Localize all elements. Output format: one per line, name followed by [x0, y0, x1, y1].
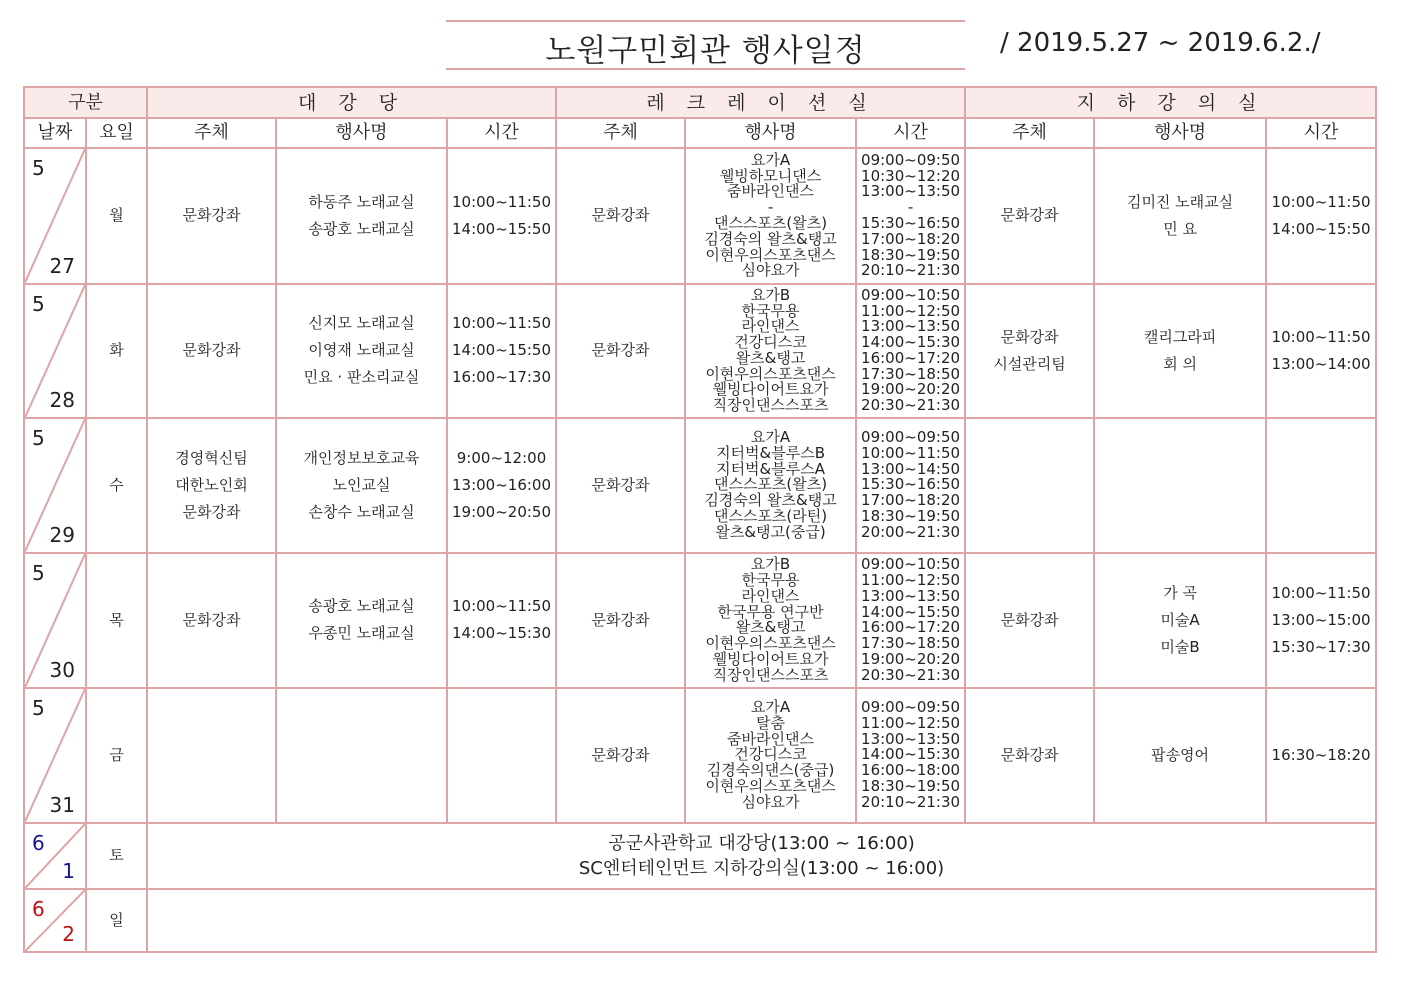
recreation-room-host [556, 688, 685, 822]
auditorium-times [447, 553, 556, 688]
auditorium-times [447, 418, 556, 552]
recreation-room-times-line: 10:30~12:20 [861, 166, 961, 185]
auditorium-times [447, 148, 556, 283]
basement-room-times [1266, 148, 1376, 283]
auditorium-events [276, 688, 447, 822]
auditorium-host-line: 대한노인회 [175, 475, 248, 494]
recreation-room-times-line: 17:00~18:20 [861, 491, 961, 510]
date-day: 31 [49, 792, 75, 817]
date-cell [24, 823, 86, 889]
basement-room-host [965, 284, 1094, 418]
date-day: 27 [49, 253, 75, 278]
recreation-room-times-line: 17:30~18:50 [861, 634, 961, 653]
header-recreation-room: 레 크 레 이 션 실 [556, 87, 965, 118]
basement-room-times-line: 14:00~15:50 [1271, 219, 1371, 238]
auditorium-events-line: 손창수 노래교실 [308, 502, 415, 521]
date-cell [24, 553, 86, 688]
recreation-room-times-line: 16:00~17:20 [861, 618, 961, 637]
recreation-room-times-line: 16:00~18:00 [861, 761, 961, 780]
auditorium-times-line: 16:00~17:30 [452, 368, 552, 387]
recreation-room-host-line: 문화강좌 [591, 475, 650, 494]
recreation-room-events-line: 직장인댄스스포츠 [712, 396, 829, 415]
basement-room-times-line: 10:00~11:50 [1271, 583, 1371, 602]
date-month: 6 [32, 896, 45, 921]
auditorium-times-line: 10:00~11:50 [452, 192, 552, 211]
basement-room-events [1094, 148, 1266, 283]
weekend-notice-line: SC엔터테인먼트 지하강의실(13:00 ~ 16:00) [578, 857, 945, 879]
basement-room-host-line: 문화강좌 [1000, 327, 1059, 346]
recreation-room-times-line: 14:00~15:50 [861, 602, 961, 621]
recreation-room-host [556, 553, 685, 688]
recreation-room-events-line: 건강디스코 [734, 333, 807, 352]
auditorium-host [147, 688, 276, 822]
auditorium-host-line: 경영혁신팀 [175, 448, 248, 467]
day-row [24, 688, 1376, 822]
auditorium-host [147, 148, 276, 283]
auditorium-times-line: 19:00~20:50 [452, 502, 552, 521]
auditorium-events [276, 418, 447, 552]
recreation-room-times-line: 20:00~21:30 [861, 522, 961, 541]
basement-room-host [965, 688, 1094, 822]
header-row-fields [24, 118, 1376, 148]
recreation-room-times-line: 15:30~16:50 [861, 475, 961, 494]
header-row-halls [24, 87, 1376, 118]
recreation-room-events-line: 라인댄스 [741, 586, 800, 605]
basement-room-host-line: 문화강좌 [1000, 745, 1059, 764]
auditorium-events [276, 148, 447, 283]
recreation-room-times-line: 14:00~15:30 [861, 745, 961, 764]
basement-room-host [965, 553, 1094, 688]
weekday-cell: 화 [86, 284, 147, 418]
date-day: 30 [49, 658, 75, 683]
recreation-room-times-line: 18:30~19:50 [861, 776, 961, 795]
recreation-room-host [556, 284, 685, 418]
basement-room-events-line: 회 의 [1163, 354, 1197, 373]
recreation-room-times-line: 19:00~20:20 [861, 649, 961, 668]
basement-room-times [1266, 553, 1376, 688]
recreation-room-times-line: 13:00~14:50 [861, 459, 961, 478]
date-month: 5 [32, 291, 45, 316]
recreation-room-events [685, 688, 856, 822]
date-cell [24, 418, 86, 552]
recreation-room-events-line: 왈츠&탱고(중급) [715, 522, 826, 541]
auditorium-times [447, 688, 556, 822]
date-month: 5 [32, 560, 45, 585]
day-row [24, 418, 1376, 552]
recreation-room-events [685, 418, 856, 552]
date-cell [24, 148, 86, 283]
recreation-room-events-line: 왈츠&탱고 [735, 348, 806, 367]
recreation-room-events-line: 지터벅&블루스B [716, 443, 825, 462]
recreation-room-events [685, 284, 856, 418]
basement-room-events-line: 미술A [1160, 610, 1200, 629]
auditorium-host [147, 553, 276, 688]
auditorium-times-line: 14:00~15:30 [452, 624, 552, 643]
recreation-room-times-line: 19:00~20:20 [861, 380, 961, 399]
recreation-room-events-line: 심야요가 [741, 792, 800, 811]
header-time: 시간 [856, 118, 965, 148]
recreation-room-events-line: 줌바라인댄스 [727, 729, 814, 748]
date-month: 5 [32, 426, 45, 451]
recreation-room-events [685, 148, 856, 283]
basement-room-events-line: 미술B [1160, 637, 1200, 656]
recreation-room-times-line: 16:00~17:20 [861, 348, 961, 367]
recreation-room-times-line: 09:00~09:50 [861, 697, 961, 716]
recreation-room-events-line: 지터벅&블루스A [716, 459, 825, 478]
recreation-room-events-line: 댄스스포츠(왈츠) [713, 213, 828, 232]
basement-room-host [965, 418, 1094, 552]
recreation-room-events-line: 탈춤 [756, 713, 786, 732]
header-host: 주체 [965, 118, 1094, 148]
basement-room-host-line: 시설관리팀 [993, 354, 1066, 373]
recreation-room-times-line: 11:00~12:50 [861, 570, 961, 589]
recreation-room-times-line: 20:10~21:30 [861, 261, 961, 280]
recreation-room-events-line: 직장인댄스스포츠 [712, 665, 829, 684]
day-row [24, 284, 1376, 418]
recreation-room-host-line: 문화강좌 [591, 341, 650, 360]
recreation-room-events-line: 웰빙다이어트요가 [712, 380, 829, 399]
auditorium-host [147, 284, 276, 418]
recreation-room-times-line: 13:00~13:50 [861, 586, 961, 605]
recreation-room-events-line: 김경숙의 왈츠&탱고 [704, 491, 837, 510]
recreation-room-events-line: 요가B [750, 285, 791, 304]
auditorium-events-line: 민요 · 판소리교실 [303, 368, 420, 387]
header-event: 행사명 [1094, 118, 1266, 148]
recreation-room-events-line: 줌바라인댄스 [727, 182, 814, 201]
basement-room-events-line: 가 곡 [1163, 583, 1197, 602]
recreation-room-times-line: 11:00~12:50 [861, 713, 961, 732]
auditorium-events-line: 송광호 노래교실 [308, 597, 415, 616]
header-host: 주체 [556, 118, 685, 148]
recreation-room-times-line: 20:10~21:30 [861, 792, 961, 811]
header-time: 시간 [447, 118, 556, 148]
auditorium-host-line: 문화강좌 [182, 206, 241, 225]
date-range: / 2019.5.27 ~ 2019.6.2./ [1000, 28, 1321, 58]
header-event: 행사명 [685, 118, 856, 148]
date-month: 5 [32, 696, 45, 721]
auditorium-times-line: 10:00~11:50 [452, 314, 552, 333]
recreation-room-host-line: 문화강좌 [591, 206, 650, 225]
basement-room-times-line: 13:00~15:00 [1271, 610, 1371, 629]
basement-room-events-line: 김미진 노래교실 [1126, 192, 1234, 211]
recreation-room-events-line: 심야요가 [741, 261, 800, 280]
auditorium-events-line: 송광호 노래교실 [308, 219, 415, 238]
recreation-room-events-line: 김경숙의댄스(중급) [706, 761, 835, 780]
basement-room-events [1094, 418, 1266, 552]
recreation-room-events-line: 라인댄스 [741, 317, 800, 336]
basement-room-events [1094, 553, 1266, 688]
auditorium-times-line: 14:00~15:50 [452, 341, 552, 360]
auditorium-host-line: 문화강좌 [182, 610, 241, 629]
recreation-room-host [556, 148, 685, 283]
header-event: 행사명 [276, 118, 447, 148]
recreation-room-times-line: 18:30~19:50 [861, 245, 961, 264]
basement-room-times-line: 15:30~17:30 [1271, 637, 1371, 656]
recreation-room-times [856, 284, 965, 418]
schedule-table [23, 86, 1377, 953]
header-gubun: 구분 [24, 87, 147, 118]
recreation-room-events-line: 이현우의스포츠댄스 [705, 245, 836, 264]
recreation-room-events-line: 요가A [750, 697, 791, 716]
basement-room-times-line: 10:00~11:50 [1271, 327, 1371, 346]
auditorium-events-line: 우종민 노래교실 [308, 624, 415, 643]
recreation-room-times-line: 09:00~09:50 [861, 150, 961, 169]
weekend-row [24, 823, 1376, 889]
recreation-room-times [856, 688, 965, 822]
basement-room-times-line: 13:00~14:00 [1271, 354, 1371, 373]
auditorium-times-line: 13:00~16:00 [452, 475, 552, 494]
recreation-room-times-line: 18:30~19:50 [861, 507, 961, 526]
header-date: 날짜 [24, 118, 86, 148]
recreation-room-times-line: 17:30~18:50 [861, 364, 961, 383]
recreation-room-times-line: 09:00~09:50 [861, 428, 961, 447]
date-cell [24, 688, 86, 822]
page-title: 노원구민회관 행사일정 [545, 33, 866, 69]
recreation-room-events-line: 요가A [750, 150, 791, 169]
auditorium-events [276, 553, 447, 688]
day-row [24, 553, 1376, 688]
basement-room-times [1266, 418, 1376, 552]
weekday-cell: 수 [86, 418, 147, 552]
weekend-notice [147, 823, 1376, 889]
recreation-room-times-line: 20:30~21:30 [861, 665, 961, 684]
date-day: 29 [49, 522, 75, 547]
basement-room-events [1094, 284, 1266, 418]
recreation-room-times-line: - [907, 198, 914, 217]
date-day: 2 [62, 922, 75, 946]
auditorium-times-line: 9:00~12:00 [456, 448, 547, 467]
weekday-cell: 일 [86, 889, 147, 952]
basement-room-host-line: 문화강좌 [1000, 610, 1059, 629]
header-weekday: 요일 [86, 118, 147, 148]
recreation-room-times [856, 418, 965, 552]
basement-room-events-line: 팝송영어 [1151, 745, 1210, 764]
recreation-room-times-line: 13:00~13:50 [861, 182, 961, 201]
basement-room-times-line: 10:00~11:50 [1271, 192, 1371, 211]
auditorium-host-line: 문화강좌 [182, 341, 241, 360]
date-month: 6 [32, 830, 45, 855]
basement-room-host-line: 문화강좌 [1000, 206, 1059, 225]
recreation-room-events-line: 한국무용 [741, 301, 800, 320]
weekday-cell: 목 [86, 553, 147, 688]
auditorium-events-line: 신지모 노래교실 [308, 314, 415, 333]
weekday-cell: 금 [86, 688, 147, 822]
recreation-room-events-line: 이현우의스포츠댄스 [705, 364, 836, 383]
auditorium-times-line: 10:00~11:50 [452, 597, 552, 616]
recreation-room-events-line: 웰빙다이어트요가 [712, 649, 829, 668]
recreation-room-events [685, 553, 856, 688]
basement-room-times [1266, 688, 1376, 822]
recreation-room-times [856, 553, 965, 688]
recreation-room-host-line: 문화강좌 [591, 745, 650, 764]
date-cell [24, 889, 86, 952]
recreation-room-times-line: 13:00~13:50 [861, 729, 961, 748]
weekend-row [24, 889, 1376, 952]
header-basement-lecture-room: 지 하 강 의 실 [965, 87, 1376, 118]
day-row [24, 148, 1376, 283]
recreation-room-events-line: - [767, 198, 774, 217]
date-day: 28 [49, 388, 75, 413]
recreation-room-times-line: 09:00~10:50 [861, 555, 961, 574]
header-time: 시간 [1266, 118, 1376, 148]
recreation-room-times-line: 15:30~16:50 [861, 213, 961, 232]
recreation-room-times [856, 148, 965, 283]
recreation-room-host-line: 문화강좌 [591, 610, 650, 629]
recreation-room-events-line: 김경숙의 왈츠&탱고 [704, 229, 837, 248]
auditorium-times-line: 14:00~15:50 [452, 219, 552, 238]
recreation-room-times-line: 14:00~15:30 [861, 333, 961, 352]
recreation-room-events-line: 댄스스포츠(라틴) [713, 507, 828, 526]
recreation-room-times-line: 10:00~11:50 [861, 443, 961, 462]
recreation-room-host [556, 418, 685, 552]
header-auditorium: 대 강 당 [147, 87, 556, 118]
recreation-room-times-line: 09:00~10:50 [861, 285, 961, 304]
weekday-cell: 월 [86, 148, 147, 283]
recreation-room-events-line: 웰빙하모니댄스 [719, 166, 822, 185]
recreation-room-events-line: 댄스스포츠(왈츠) [713, 475, 828, 494]
basement-room-events-line: 캘리그라피 [1143, 327, 1217, 346]
auditorium-times [447, 284, 556, 418]
recreation-room-events-line: 한국무용 [741, 570, 800, 589]
basement-room-times [1266, 284, 1376, 418]
weekend-notice [147, 889, 1376, 952]
recreation-room-times-line: 13:00~13:50 [861, 317, 961, 336]
recreation-room-events-line: 이현우의스포츠댄스 [705, 776, 836, 795]
date-day: 1 [62, 858, 75, 883]
header-host: 주체 [147, 118, 276, 148]
auditorium-events-line: 이영재 노래교실 [308, 341, 415, 360]
auditorium-events-line: 개인정보보호교육 [303, 448, 420, 467]
recreation-room-events-line: 이현우의스포츠댄스 [705, 634, 836, 653]
auditorium-events-line: 노인교실 [332, 475, 391, 494]
recreation-room-events-line: 요가B [750, 555, 791, 574]
auditorium-host-line: 문화강좌 [182, 502, 241, 521]
auditorium-events [276, 284, 447, 418]
weekday-cell: 토 [86, 823, 147, 889]
recreation-room-events-line: 한국무용 연구반 [717, 602, 824, 621]
basement-room-host [965, 148, 1094, 283]
title-banner [446, 20, 965, 70]
date-cell [24, 284, 86, 418]
recreation-room-events-line: 건강디스코 [734, 745, 807, 764]
recreation-room-times-line: 11:00~12:50 [861, 301, 961, 320]
date-month: 5 [32, 156, 45, 181]
basement-room-times-line: 16:30~18:20 [1271, 745, 1371, 764]
recreation-room-times-line: 17:00~18:20 [861, 229, 961, 248]
basement-room-events-line: 민 요 [1163, 219, 1197, 238]
weekend-notice-line: 공군사관학교 대강당(13:00 ~ 16:00) [608, 832, 915, 854]
basement-room-events [1094, 688, 1266, 822]
auditorium-events-line: 하동주 노래교실 [308, 192, 415, 211]
recreation-room-events-line: 요가A [750, 428, 791, 447]
recreation-room-times-line: 20:30~21:30 [861, 396, 961, 415]
recreation-room-events-line: 왈츠&탱고 [735, 618, 806, 637]
auditorium-host [147, 418, 276, 552]
